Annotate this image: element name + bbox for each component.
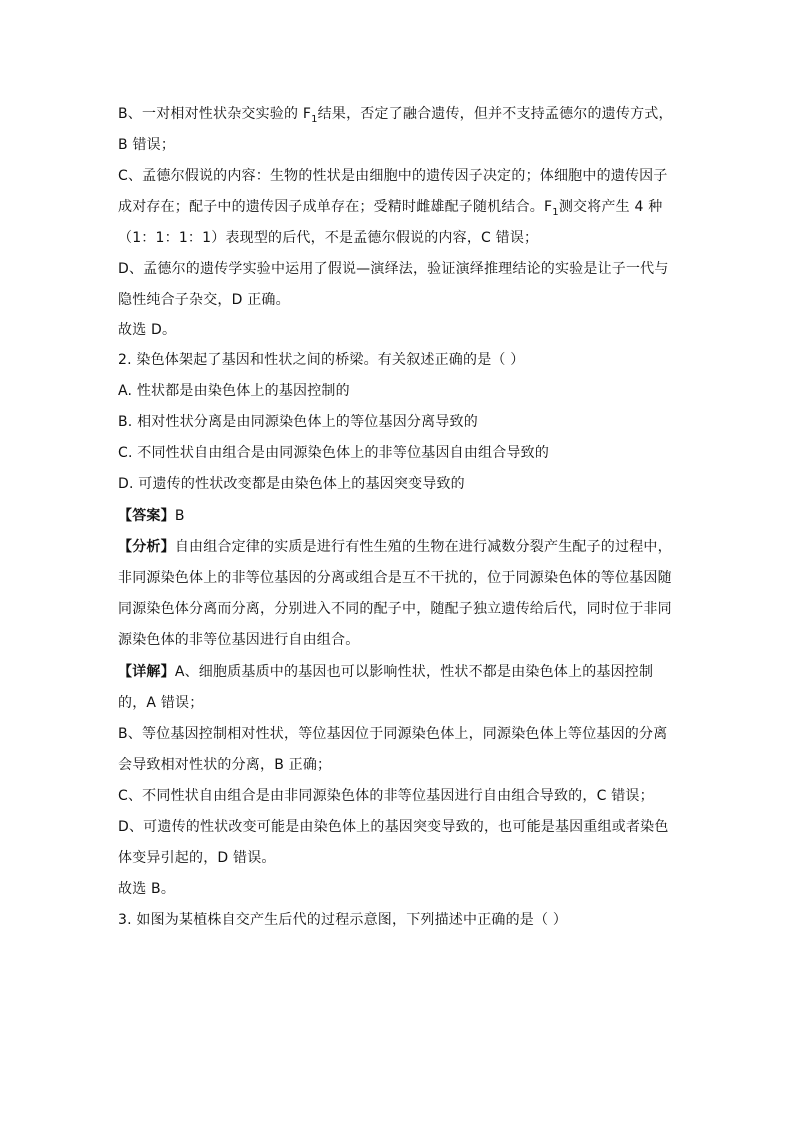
analysis-line-3: 同源染色体分离而分离，分别进入不同的配子中，随配子独立遗传给后代，同时位于非同 — [118, 601, 672, 617]
question-2-stem: 2. 染色体架起了基因和性状之间的桥梁。有关叙述正确的是（ ） — [118, 352, 525, 368]
detail-line-4: 会导致相对性状的分离，B 正确； — [118, 757, 332, 773]
answer-tag: 【答案】 — [118, 508, 175, 524]
analysis-line-4: 源染色体的非等位基因进行自由组合。 — [118, 632, 360, 648]
answer-line: 【答案】B — [118, 508, 185, 524]
text-line-8: 故选 D。 — [118, 322, 177, 338]
option-c: C. 不同性状自由组合是由同源染色体上的非等位基因自由组合导致的 — [118, 445, 550, 461]
analysis-line-2: 非同源染色体上的非等位基因的分离或组合是互不干扰的，位于同源染色体的等位基因随 — [118, 570, 672, 586]
text-line-6: D、孟德尔的遗传学实验中运用了假说—演绎法，验证演绎推理结论的实验是让子一代与 — [118, 261, 669, 277]
detail-tag: 【详解】 — [118, 664, 175, 680]
text-line-1: B、一对相对性状杂交实验的 $F_1$结果，否定了融合遗传，但并不支持孟德尔的遗传方式， — [118, 106, 673, 125]
detail-line-2: 的，A 错误； — [118, 695, 204, 711]
option-d: D. 可遗传的性状改变都是由染色体上的基因突变导致的 — [118, 476, 465, 492]
text-line-2: B 错误； — [118, 137, 176, 153]
detail-line-7: 体变异引起的，D 错误。 — [118, 850, 276, 866]
detail-line-5: C、不同性状自由组合是由非同源染色体的非等位基因进行自由组合导致的，C 错误； — [118, 788, 654, 804]
text-line-4: 成对存在；配子中的遗传因子成单存在；受精时雌雄配子随机结合。$F_1$测交将产生 4 种 — [118, 199, 663, 218]
detail-line-3: B、等位基因控制相对性状，等位基因位于同源染色体上，同源染色体上等位基因的分离 — [118, 726, 668, 742]
detail-line-1: 【详解】A、细胞质基质中的基因也可以影响性状，性状不都是由染色体上的基因控制 — [118, 664, 654, 680]
detail-line-8: 故选 B。 — [118, 881, 176, 897]
text-line-5: （1：1：1：1）表现型的后代，不是孟德尔假说的内容，C 错误； — [118, 230, 539, 246]
question-3-stem: 3. 如图为某植株自交产生后代的过程示意图，下列描述中正确的是（ ） — [118, 912, 568, 928]
option-b: B. 相对性状分离是由同源染色体上的等位基因分离导致的 — [118, 414, 478, 430]
detail-line-6: D、可遗传的性状改变可能是由染色体上的基因突变导致的，也可能是基因重组或者染色 — [118, 819, 669, 835]
text-line-7: 隐性纯合子杂交，D 正确。 — [118, 292, 290, 308]
text-line-3: C、孟德尔假说的内容：生物的性状是由细胞中的遗传因子决定的；体细胞中的遗传因子 — [118, 168, 668, 184]
option-a: A. 性状都是由染色体上的基因控制的 — [118, 383, 350, 399]
analysis-line-1: 【分析】自由组合定律的实质是进行有性生殖的生物在进行减数分裂产生配子的过程中， — [118, 539, 672, 555]
analysis-tag: 【分析】 — [118, 539, 175, 555]
